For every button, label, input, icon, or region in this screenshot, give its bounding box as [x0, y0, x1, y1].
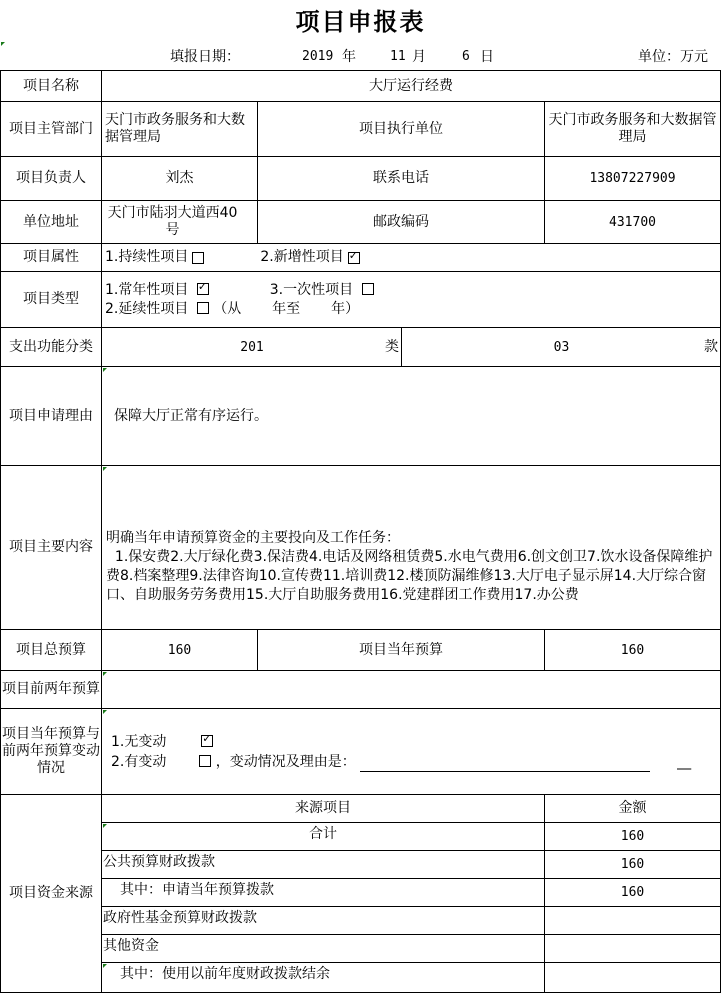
funding-col-amount: 金额 — [545, 795, 721, 823]
project-name-value[interactable]: 大厅运行经费 — [102, 71, 721, 102]
type-options — [102, 272, 721, 328]
funding-row-name: 公共预算财政拨款 — [102, 851, 545, 879]
dept-value[interactable]: 天门市政务服务和大数据管理局 — [102, 102, 258, 157]
cell-marker — [103, 964, 107, 968]
cell-marker — [103, 467, 107, 471]
type-opt3-label: 3.一次性项目 — [269, 281, 354, 298]
owner-value[interactable]: 刘杰 — [102, 157, 258, 201]
func-class-unit: 类 — [370, 328, 402, 367]
func-item-unit: 款 — [690, 328, 721, 367]
dept-label: 项目主管部门 — [1, 102, 102, 157]
funding-row-name: 政府性基金预算财政拨款 — [102, 907, 545, 935]
attribute-label: 项目属性 — [1, 244, 102, 272]
funding-row-name: 其中：使用以前年度财政拨款结余 — [102, 963, 545, 993]
change-reason-label: ，变动情况及理由是： — [215, 753, 356, 770]
cell-marker — [103, 672, 107, 676]
zip-value[interactable]: 431700 — [545, 201, 721, 244]
phone-label: 联系电话 — [258, 157, 545, 201]
reason-label: 项目申请理由 — [1, 367, 102, 466]
budget-label: 项目总预算 — [1, 630, 102, 671]
type-range-end: 年） — [331, 300, 360, 317]
func-item-code[interactable]: 03 — [402, 328, 721, 367]
attribute-options — [102, 244, 721, 272]
type-opt2-checkbox[interactable] — [197, 302, 209, 314]
funding-col-source: 来源项目 — [102, 795, 545, 823]
exec-unit-label: 项目执行单位 — [258, 102, 545, 157]
zip-label: 邮政编码 — [258, 201, 545, 244]
phone-value[interactable]: 13807227909 — [545, 157, 721, 201]
funding-row-amount[interactable]: 160 — [545, 879, 721, 907]
funding-row-name: 其中：申请当年预算拨款 — [102, 879, 545, 907]
funding-row-amount[interactable] — [545, 935, 721, 963]
funding-row-name: 其他资金 — [102, 935, 545, 963]
cell-marker — [103, 368, 107, 372]
change-trail: __ — [677, 753, 692, 770]
reason-value[interactable]: 保障大厅正常有序运行。 — [102, 367, 721, 466]
content-value[interactable]: 明确当年申请预算资金的主要投向及工作任务： 1.保安费2.大厅绿化费3.保洁费4.电话及网络租赁费5.水电气费用6.创文创卫7.饮水设备保障维护费8.档案整理9.法律咨询10.宣传费11.培训费12.楼顶防漏维修13.大厅电子显示屏14.大厅综合窗口、自助服务劳务费用15.大厅自助服务费用16.党建群团工作费用17.办公费 — [102, 466, 721, 630]
date-label: 填报日期： — [170, 49, 240, 65]
prev-budget-value[interactable] — [102, 671, 721, 709]
cell-marker — [103, 710, 107, 714]
prev-budget-label: 项目前两年预算 — [1, 671, 102, 709]
date-month: 11 — [390, 49, 406, 64]
page-title: 项目申报表 — [295, 8, 426, 36]
func-class-code[interactable]: 201 — [102, 328, 402, 367]
type-opt2-label: 2.延续性项目 — [105, 300, 189, 317]
attr-opt1-checkbox[interactable] — [192, 252, 204, 264]
attr-opt2-label: 2.新增性项目 — [260, 249, 344, 265]
owner-label: 项目负责人 — [1, 157, 102, 201]
change-options — [102, 709, 721, 795]
change-reason-input[interactable] — [360, 757, 650, 772]
funding-row-amount[interactable]: 160 — [545, 823, 721, 851]
attr-opt1-label: 1.持续性项目 — [105, 249, 189, 265]
change-opt1-checkbox[interactable] — [201, 735, 213, 747]
type-label: 项目类型 — [1, 272, 102, 328]
type-range-from: （从 — [213, 300, 242, 317]
date-year: 2019 — [302, 49, 334, 64]
date-year-unit: 年 — [342, 49, 356, 65]
address-value[interactable]: 天门市陆羽大道西40号 — [102, 201, 258, 244]
budget-year-label: 项目当年预算 — [258, 630, 545, 671]
change-opt2-label: 2.有变动 — [111, 753, 167, 770]
funding-label: 项目资金来源 — [1, 795, 102, 993]
change-opt1-label: 1.无变动 — [111, 733, 167, 750]
content-label: 项目主要内容 — [1, 466, 102, 630]
unit-label: 单位：万元 — [638, 49, 708, 65]
change-opt2-checkbox[interactable] — [199, 755, 211, 767]
cell-marker — [103, 824, 107, 828]
type-opt1-label: 1.常年性项目 — [105, 281, 189, 298]
funding-row-amount[interactable]: 160 — [545, 851, 721, 879]
date-day: 6 — [462, 49, 470, 64]
change-label: 项目当年预算与前两年预算变动情况 — [1, 709, 102, 795]
func-label: 支出功能分类 — [1, 328, 102, 367]
exec-unit-value[interactable]: 天门市政务服务和大数据管理局 — [545, 102, 721, 157]
attr-opt2-checkbox[interactable] — [348, 252, 360, 264]
date-month-unit: 月 — [412, 49, 426, 65]
cell-marker — [1, 42, 5, 46]
funding-row-amount[interactable] — [545, 907, 721, 935]
funding-row-amount[interactable] — [545, 963, 721, 993]
budget-value[interactable]: 160 — [102, 630, 258, 671]
project-name-label: 项目名称 — [1, 71, 102, 102]
budget-year-value[interactable]: 160 — [545, 630, 721, 671]
type-range-mid: 年至 — [272, 300, 301, 317]
funding-row-name: 合计 — [102, 823, 545, 851]
type-opt3-checkbox[interactable] — [362, 283, 374, 295]
type-opt1-checkbox[interactable] — [197, 283, 209, 295]
date-day-unit: 日 — [480, 49, 494, 65]
address-label: 单位地址 — [1, 201, 102, 244]
